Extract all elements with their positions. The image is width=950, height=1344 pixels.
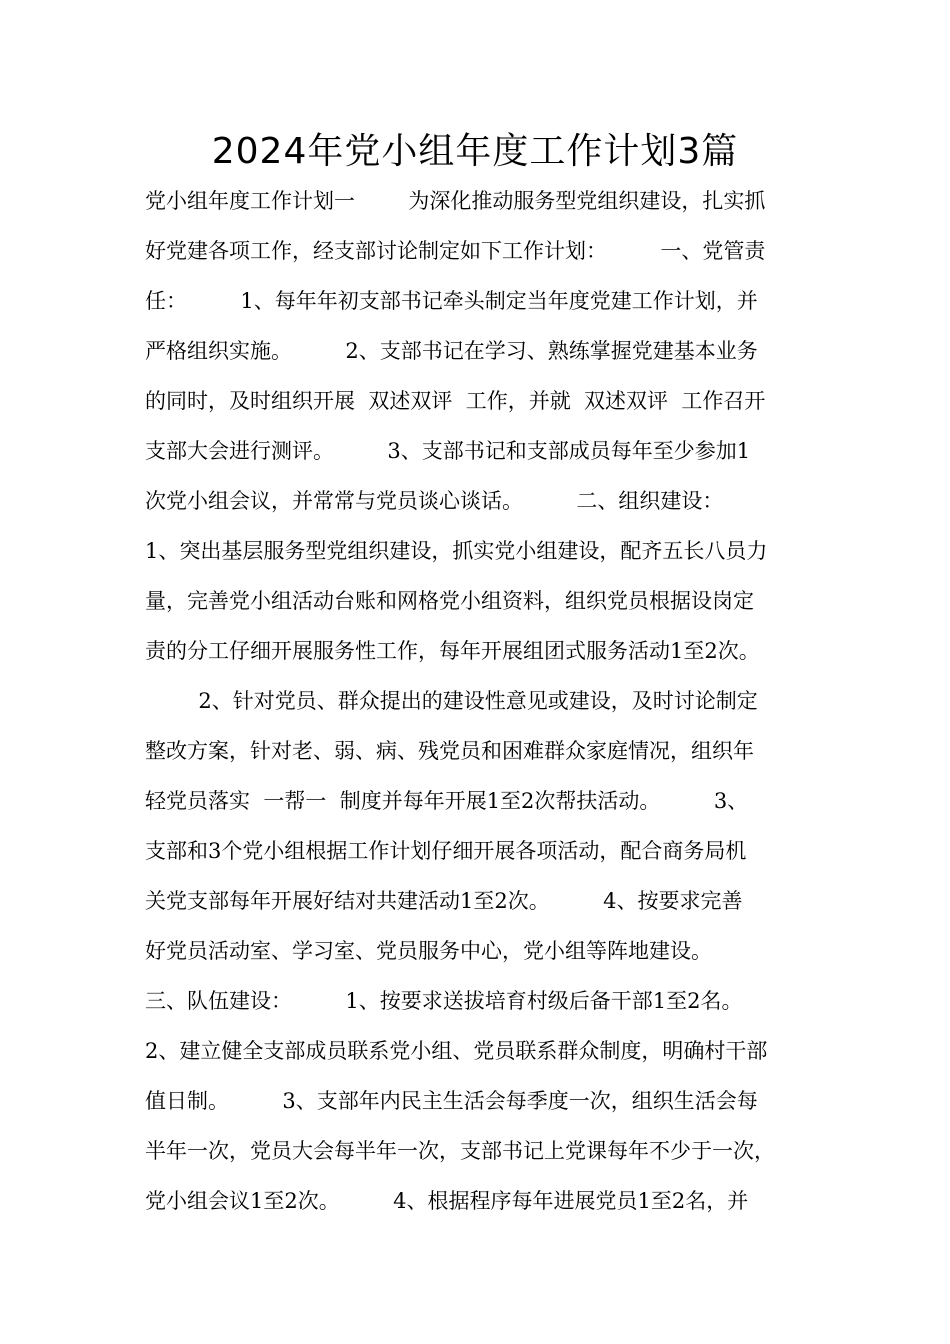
body-line: 支部和3个党小组根据工作计划仔细开展各项活动，配合商务局机 (145, 839, 747, 863)
body-line: 好党员活动室、学习室、党员服务中心，党小组等阵地建设。 (145, 939, 712, 963)
body-line: 任： 1、每年年初支部书记牵头制定当年度党建工作计划，并 (145, 289, 758, 313)
body-line: 量，完善党小组活动台账和网格党小组资料，组织党员根据设岗定 (145, 589, 754, 613)
body-line: 党小组年度工作计划一 为深化推动服务型党组织建设，扎实抓 (145, 189, 766, 213)
body-line: 支部大会进行测评。 3、支部书记和支部成员每年至少参加1 (145, 439, 751, 463)
body-line: 2、针对党员、群众提出的建设性意见或建设，及时讨论制定 (145, 689, 758, 713)
body-line: 1、突出基层服务型党组织建设，抓实党小组建设，配齐五长八员力 (145, 539, 768, 563)
body-line: 责的分工仔细开展服务性工作，每年开展组团式服务活动1至2次。 (145, 639, 760, 663)
body-line: 党小组会议1至2次。 4、根据程序每年进展党员1至2名，并 (145, 1189, 749, 1213)
document-body (145, 176, 815, 1226)
body-line: 的同时，及时组织开展 双述双评 工作，并就 双述双评 工作召开 (145, 389, 766, 413)
body-line: 三、队伍建设： 1、按要求送拔培育村级后备干部1至2名。 (145, 989, 743, 1013)
body-line: 整改方案，针对老、弱、病、残党员和困难群众家庭情况，组织年 (145, 739, 754, 763)
body-line: 轻党员落实 一帮一 制度并每年开展1至2次帮扶活动。 3、 (145, 789, 749, 813)
body-line: 关党支部每年开展好结对共建活动1至2次。 4、按要求完善 (145, 889, 743, 913)
body-line: 2、建立健全支部成员联系党小组、党员联系群众制度，明确村干部 (145, 1039, 768, 1063)
body-line: 严格组织实施。 2、支部书记在学习、熟练掌握党建基本业务 (145, 339, 758, 363)
body-line: 次党小组会议，并常常与党员谈心谈话。 二、组织建设： (145, 489, 724, 513)
body-line: 值日制。 3、支部年内民主生活会每季度一次，组织生活会每 (145, 1089, 758, 1113)
body-line: 好党建各项工作，经支部讨论制定如下工作计划： 一、党管责 (145, 239, 766, 263)
body-line: 半年一次，党员大会每半年一次，支部书记上党课每年不少于一次， (145, 1139, 775, 1163)
document-title: 2024年党小组年度工作计划3篇 (211, 131, 739, 172)
